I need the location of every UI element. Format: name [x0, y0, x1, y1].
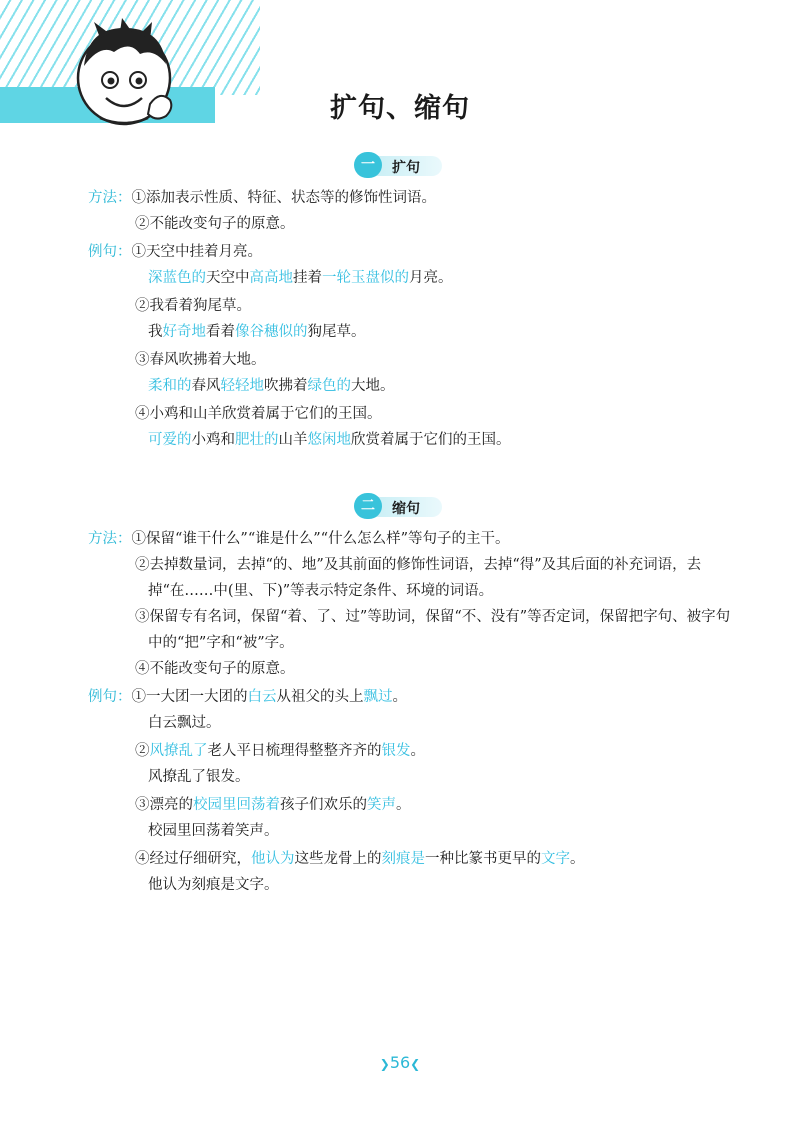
highlighted-phrase: 银发 — [381, 743, 411, 759]
method-label: 方法： — [88, 531, 132, 547]
example-label: 例句： — [88, 244, 132, 260]
example-original: ①天空中挂着月亮。 — [131, 244, 262, 260]
expanded-sentence — [148, 267, 453, 289]
method-label: 方法： — [88, 190, 132, 206]
method-line — [88, 187, 436, 209]
method-line: ④不能改变句子的原意。 — [135, 661, 295, 677]
highlighted-phrase: 校园里回荡着 — [193, 797, 280, 813]
section-tag-shrink — [354, 493, 454, 519]
example-original — [135, 794, 411, 816]
expanded-sentence — [148, 429, 511, 451]
page-number-right-deco-icon: ❮ — [410, 1057, 421, 1071]
plain-phrase: 从祖父的头上 — [276, 689, 364, 705]
section-label: 缩句 — [392, 501, 420, 517]
highlighted-phrase: 好奇地 — [162, 324, 206, 340]
method-line: ③保留专有名词，保留“着、了、过”等助词，保留“不、没有”等否定词，保留把字句、被字句 — [135, 609, 731, 625]
example-original: ③春风吹拂着大地。 — [135, 352, 266, 368]
method-line-continued: 中的“把”字和“被”字。 — [148, 635, 294, 651]
example-line — [88, 241, 262, 263]
page-number-value: 56 — [389, 1053, 411, 1072]
plain-phrase: 。 — [410, 743, 425, 759]
highlighted-phrase: 肥壮的 — [235, 432, 279, 448]
method-line-continued: 掉“在……中(里、下)”等表示特定条件、环境的词语。 — [148, 583, 494, 599]
plain-phrase: 我 — [148, 324, 163, 340]
method-text: ①保留“谁干什么”“谁是什么”“什么怎么样”等句子的主干。 — [131, 531, 510, 547]
shrunk-sentence: 他认为刻痕是文字。 — [148, 877, 279, 893]
example-original: ②我看着狗尾草。 — [135, 298, 251, 314]
page-title: 扩句、缩句 — [330, 93, 470, 124]
expanded-sentence — [148, 375, 395, 397]
plain-phrase: ④经过仔细研究， — [135, 851, 251, 867]
highlighted-phrase: 轻轻地 — [220, 378, 264, 394]
method-line: ②不能改变句子的原意。 — [135, 216, 295, 232]
highlighted-phrase: 文字 — [541, 851, 570, 867]
section-number-badge: 二 — [354, 493, 382, 519]
section-label: 扩句 — [392, 160, 420, 176]
method-line: ②去掉数量词，去掉“的、地”及其前面的修饰性词语，去掉“得”及其后面的补充词语，去 — [135, 557, 702, 573]
plain-phrase: 小鸡和 — [191, 432, 235, 448]
highlighted-phrase: 白云 — [247, 689, 277, 705]
example-original: ④小鸡和山羊欣赏着属于它们的王国。 — [135, 406, 382, 422]
plain-phrase: 这些龙骨上的 — [294, 851, 382, 867]
example-original — [135, 848, 585, 870]
plain-phrase: ①一大团一大团的 — [131, 689, 248, 705]
plain-phrase: 看着 — [206, 324, 235, 340]
shrunk-sentence: 校园里回荡着笑声。 — [148, 823, 279, 839]
highlighted-phrase: 像谷穗似的 — [235, 324, 308, 340]
section-number-badge: 一 — [354, 152, 382, 178]
expanded-sentence — [148, 321, 366, 343]
plain-phrase: 春风 — [191, 378, 221, 394]
method-text: ①添加表示性质、特征、状态等的修饰性词语。 — [131, 190, 436, 206]
plain-phrase: 月亮。 — [409, 270, 453, 286]
plain-phrase: 吹拂着 — [264, 378, 308, 394]
plain-phrase: ② — [135, 743, 150, 759]
highlighted-phrase: 高高地 — [249, 270, 293, 286]
plain-phrase: 孩子们欢乐的 — [280, 797, 367, 813]
example-label: 例句： — [88, 689, 132, 705]
shrunk-sentence: 风撩乱了银发。 — [148, 769, 250, 785]
plain-phrase: ③漂亮的 — [135, 797, 193, 813]
highlighted-phrase: 一轮玉盘似的 — [322, 270, 409, 286]
highlighted-phrase: 飘过 — [363, 689, 393, 705]
highlighted-phrase: 他认为 — [251, 851, 295, 867]
plain-phrase: 。 — [570, 851, 585, 867]
plain-phrase: 欣赏着属于它们的王国。 — [351, 432, 511, 448]
highlighted-phrase: 绿色的 — [307, 378, 351, 394]
highlighted-phrase: 深蓝色的 — [148, 270, 206, 286]
plain-phrase: 挂着 — [293, 270, 322, 286]
highlighted-phrase: 可爱的 — [148, 432, 192, 448]
highlighted-phrase: 风撩乱了 — [149, 743, 208, 759]
plain-phrase: 老人平日梳理得整整齐齐的 — [207, 743, 382, 759]
shrunk-sentence: 白云飘过。 — [148, 715, 221, 731]
plain-phrase: 。 — [392, 689, 407, 705]
example-original — [135, 740, 425, 762]
method-line — [88, 528, 509, 550]
example-line — [88, 686, 407, 708]
highlighted-phrase: 悠闲地 — [307, 432, 351, 448]
plain-phrase: 。 — [396, 797, 411, 813]
plain-phrase: 山羊 — [278, 432, 308, 448]
page-number — [0, 1053, 800, 1072]
plain-phrase: 一种比篆书更早的 — [425, 851, 541, 867]
highlighted-phrase: 柔和的 — [148, 378, 192, 394]
example-original — [132, 689, 408, 705]
highlighted-phrase: 刻痕是 — [381, 851, 425, 867]
plain-phrase: 狗尾草。 — [307, 324, 366, 340]
plain-phrase: 天空中 — [206, 270, 250, 286]
page-number-left-deco-icon: ❯ — [379, 1057, 390, 1071]
plain-phrase: 大地。 — [351, 378, 395, 394]
highlighted-phrase: 笑声 — [367, 797, 396, 813]
section-tag-expand — [354, 152, 454, 178]
